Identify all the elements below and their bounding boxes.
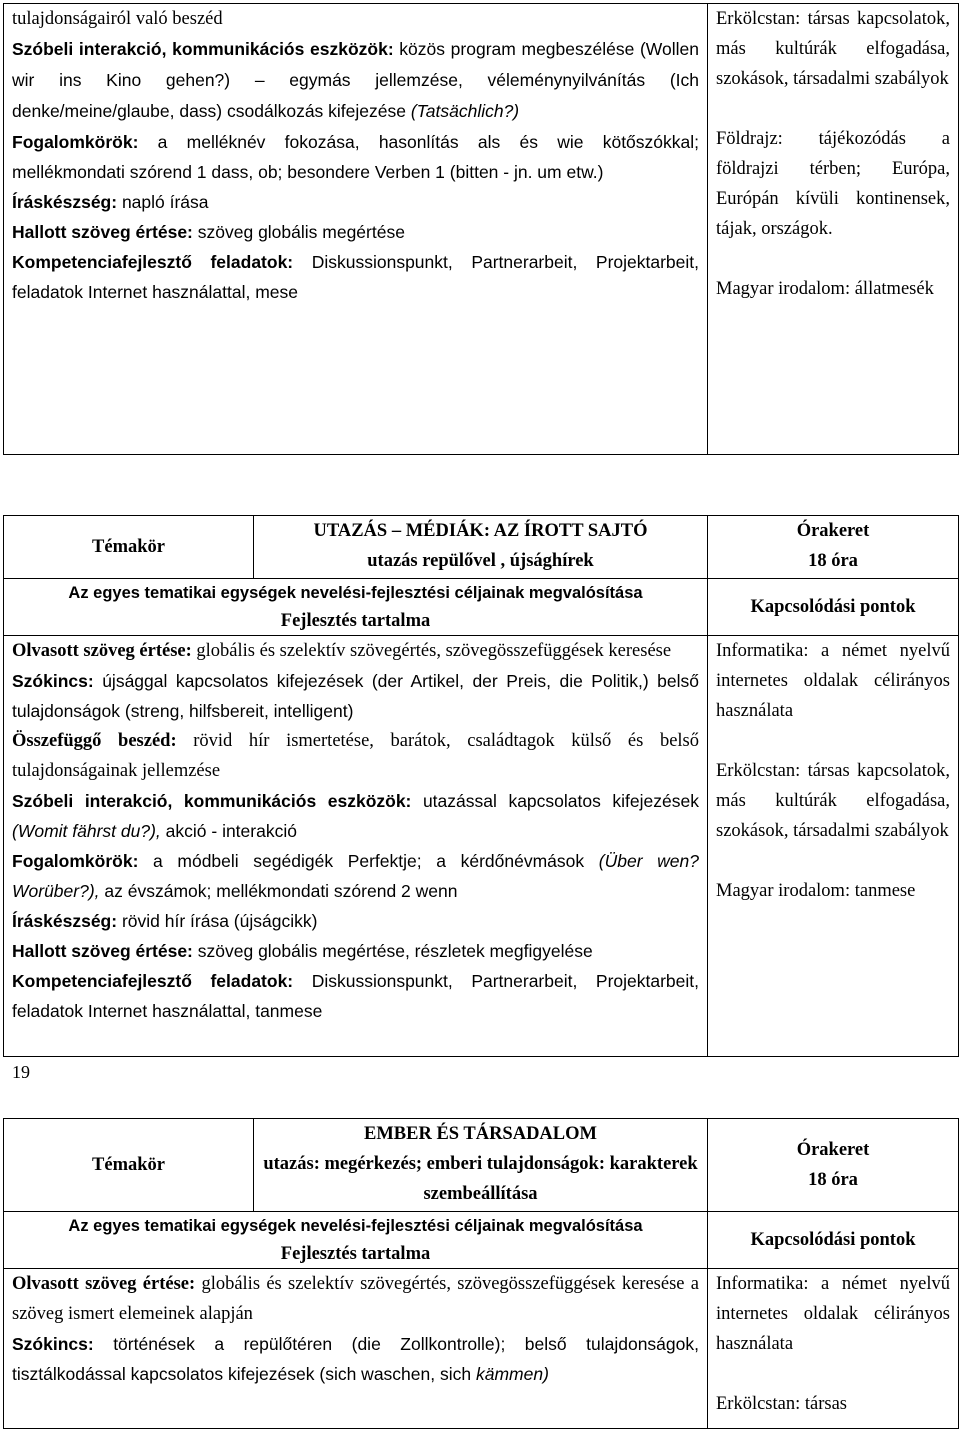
- s2-link-informatika: Informatika: a német nyelvű internetes oldalak célirányos használata: [716, 1274, 950, 1354]
- section1-celok: Az egyes tematikai egységek nevelési-fejlesztési céljainak megvalósítása: [68, 584, 643, 602]
- s2-link-erkolcstan: Erkölcstan: társas: [716, 1394, 847, 1414]
- top-continuation-table: [3, 3, 959, 455]
- section2-subtitle: utazás: megérkezés; emberi tulajdonságok: karakterek szembeállítása: [263, 1154, 698, 1204]
- section2-ora-value: 18 óra: [808, 1170, 858, 1190]
- s1-link-magyar: Magyar irodalom: tanmese: [716, 881, 916, 901]
- s1-link-informatika: Informatika: a német nyelvű internetes oldalak célirányos használata: [716, 641, 950, 721]
- top-line1: tulajdonságairól való beszéd: [12, 9, 223, 29]
- section2-orakeret-cell: [708, 1119, 959, 1212]
- s1-hallott: Hallott szöveg értése: szöveg globális megértése, részletek megfigyelése: [12, 941, 593, 961]
- top-link-erkolcstan: Erkölcstan: társas kapcsolatok, más kultúrák elfogadása, szokások, társadalmi szabályok: [716, 9, 950, 89]
- section1-orakeret-cell: [708, 516, 959, 579]
- section1-table: [3, 515, 959, 1057]
- section1-fejlesztes: Fejlesztés tartalma: [280, 611, 431, 631]
- s2-olvasott: Olvasott szöveg értése: globális és szelektív szövegértés, szövegösszefüggések keresése a szöveg ismert elemeinek alapján: [12, 1274, 699, 1324]
- section1-links-cell: [708, 636, 959, 1057]
- s1-link-erkolcstan: Erkölcstan: társas kapcsolatok, más kultúrák elfogadása, szokások, társadalmi szabályok: [716, 761, 950, 841]
- s1-szobeli: Szóbeli interakció, kommunikációs eszközök: utazással kapcsolatos kifejezések (Womit fährst du?), akció - interakció: [12, 791, 699, 841]
- top-hallott: Hallott szöveg értése: szöveg globális megértése: [12, 222, 405, 242]
- section1-subtitle: utazás repülővel , újsághírek: [367, 551, 594, 571]
- section2-fejlesztes: Fejlesztés tartalma: [280, 1244, 431, 1264]
- section2-links-cell: [708, 1269, 959, 1429]
- section2-celok: Az egyes tematikai egységek nevelési-fejlesztési céljainak megvalósítása: [68, 1217, 643, 1235]
- section2-orakeret-label: Órakeret: [796, 1140, 870, 1160]
- section2-table: [3, 1118, 959, 1429]
- section2-celok-cell: [4, 1212, 708, 1269]
- s2-szokincs: Szókincs: történések a repülőtéren (die Zollkontrolle); belső tulajdonságok, tisztálkodással kapcsolatos kifejezések (sich waschen, sich kämmen): [12, 1334, 699, 1384]
- section1-content-cell: [4, 636, 708, 1057]
- top-szobeli: Szóbeli interakció, kommunikációs eszközök: közös program megbeszélése (Wollen wir ins Kino gehen?) – egymás jellemzése, véleménynyilvánítás (Ich denke/meine/glaube, dass) csodálkozás kifejezése (Tatsächlich?): [12, 39, 699, 121]
- s1-komp: Kompetenciafejlesztő feladatok: Diskussionspunkt, Partnerarbeit, Projektarbeit, feladatok Internet használattal, tanmese: [12, 971, 700, 1021]
- section2-title-cell: [254, 1119, 708, 1212]
- top-fogalom: Fogalomkörök: a melléknév fokozása, hasonlítás als és wie kötőszókkal; mellékmondati szórend 1 dass, ob; besondere Verben 1 (bitten - jn. um etw.): [12, 132, 699, 182]
- top-komp: Kompetenciafejlesztő feladatok: Diskussionspunkt, Partnerarbeit, Projektarbeit, feladatok Internet használattal, mese: [12, 252, 700, 302]
- s1-olvasott: Olvasott szöveg értése: globális és szelektív szövegértés, szövegösszefüggések keresése: [12, 641, 672, 661]
- section1-celok-cell: [4, 579, 708, 636]
- section1-kapcsolodasi: Kapcsolódási pontok: [708, 579, 959, 636]
- page-number: 19: [12, 1062, 30, 1082]
- top-link-foldrajz: Földrajz: tájékozódás a földrajzi térben; Európa, Európán kívüli kontinensek, tájak, országok.: [716, 129, 950, 239]
- section2-kapcsolodasi: Kapcsolódási pontok: [708, 1212, 959, 1269]
- section2-content-cell: [4, 1269, 708, 1429]
- section1-title-cell: [254, 516, 708, 579]
- s1-osszefuggo: Összefüggő beszéd: rövid hír ismertetése, barátok, családtagok külső és belső tulajdonságainak jellemzése: [12, 731, 699, 781]
- top-links-cell: [708, 4, 959, 455]
- section1-orakeret-label: Órakeret: [796, 521, 870, 541]
- section2-title: EMBER ÉS TÁRSADALOM: [363, 1124, 597, 1144]
- top-iras: Íráskészség: napló írása: [12, 192, 209, 212]
- s1-szokincs: Szókincs: újsággal kapcsolatos kifejezések (der Artikel, der Preis, die Politik,) belső tulajdonságok (streng, hilfsbereit, intelligent): [12, 671, 699, 721]
- top-link-magyar: Magyar irodalom: állatmesék: [716, 279, 934, 299]
- section2-temakor-label: Témakör: [4, 1119, 254, 1212]
- section1-ora-value: 18 óra: [808, 551, 858, 571]
- s1-fogalom: Fogalomkörök: a módbeli segédigék Perfektje; a kérdőnévmások (Über wen? Worüber?), az évszámok; mellékmondati szórend 2 wenn: [12, 851, 699, 901]
- top-content-cell: [4, 4, 708, 455]
- section1-temakor-label: Témakör: [4, 516, 254, 579]
- s1-iras: Íráskészség: rövid hír írása (újságcikk): [12, 911, 318, 931]
- section1-title: UTAZÁS – MÉDIÁK: AZ ÍROTT SAJTÓ: [313, 521, 648, 541]
